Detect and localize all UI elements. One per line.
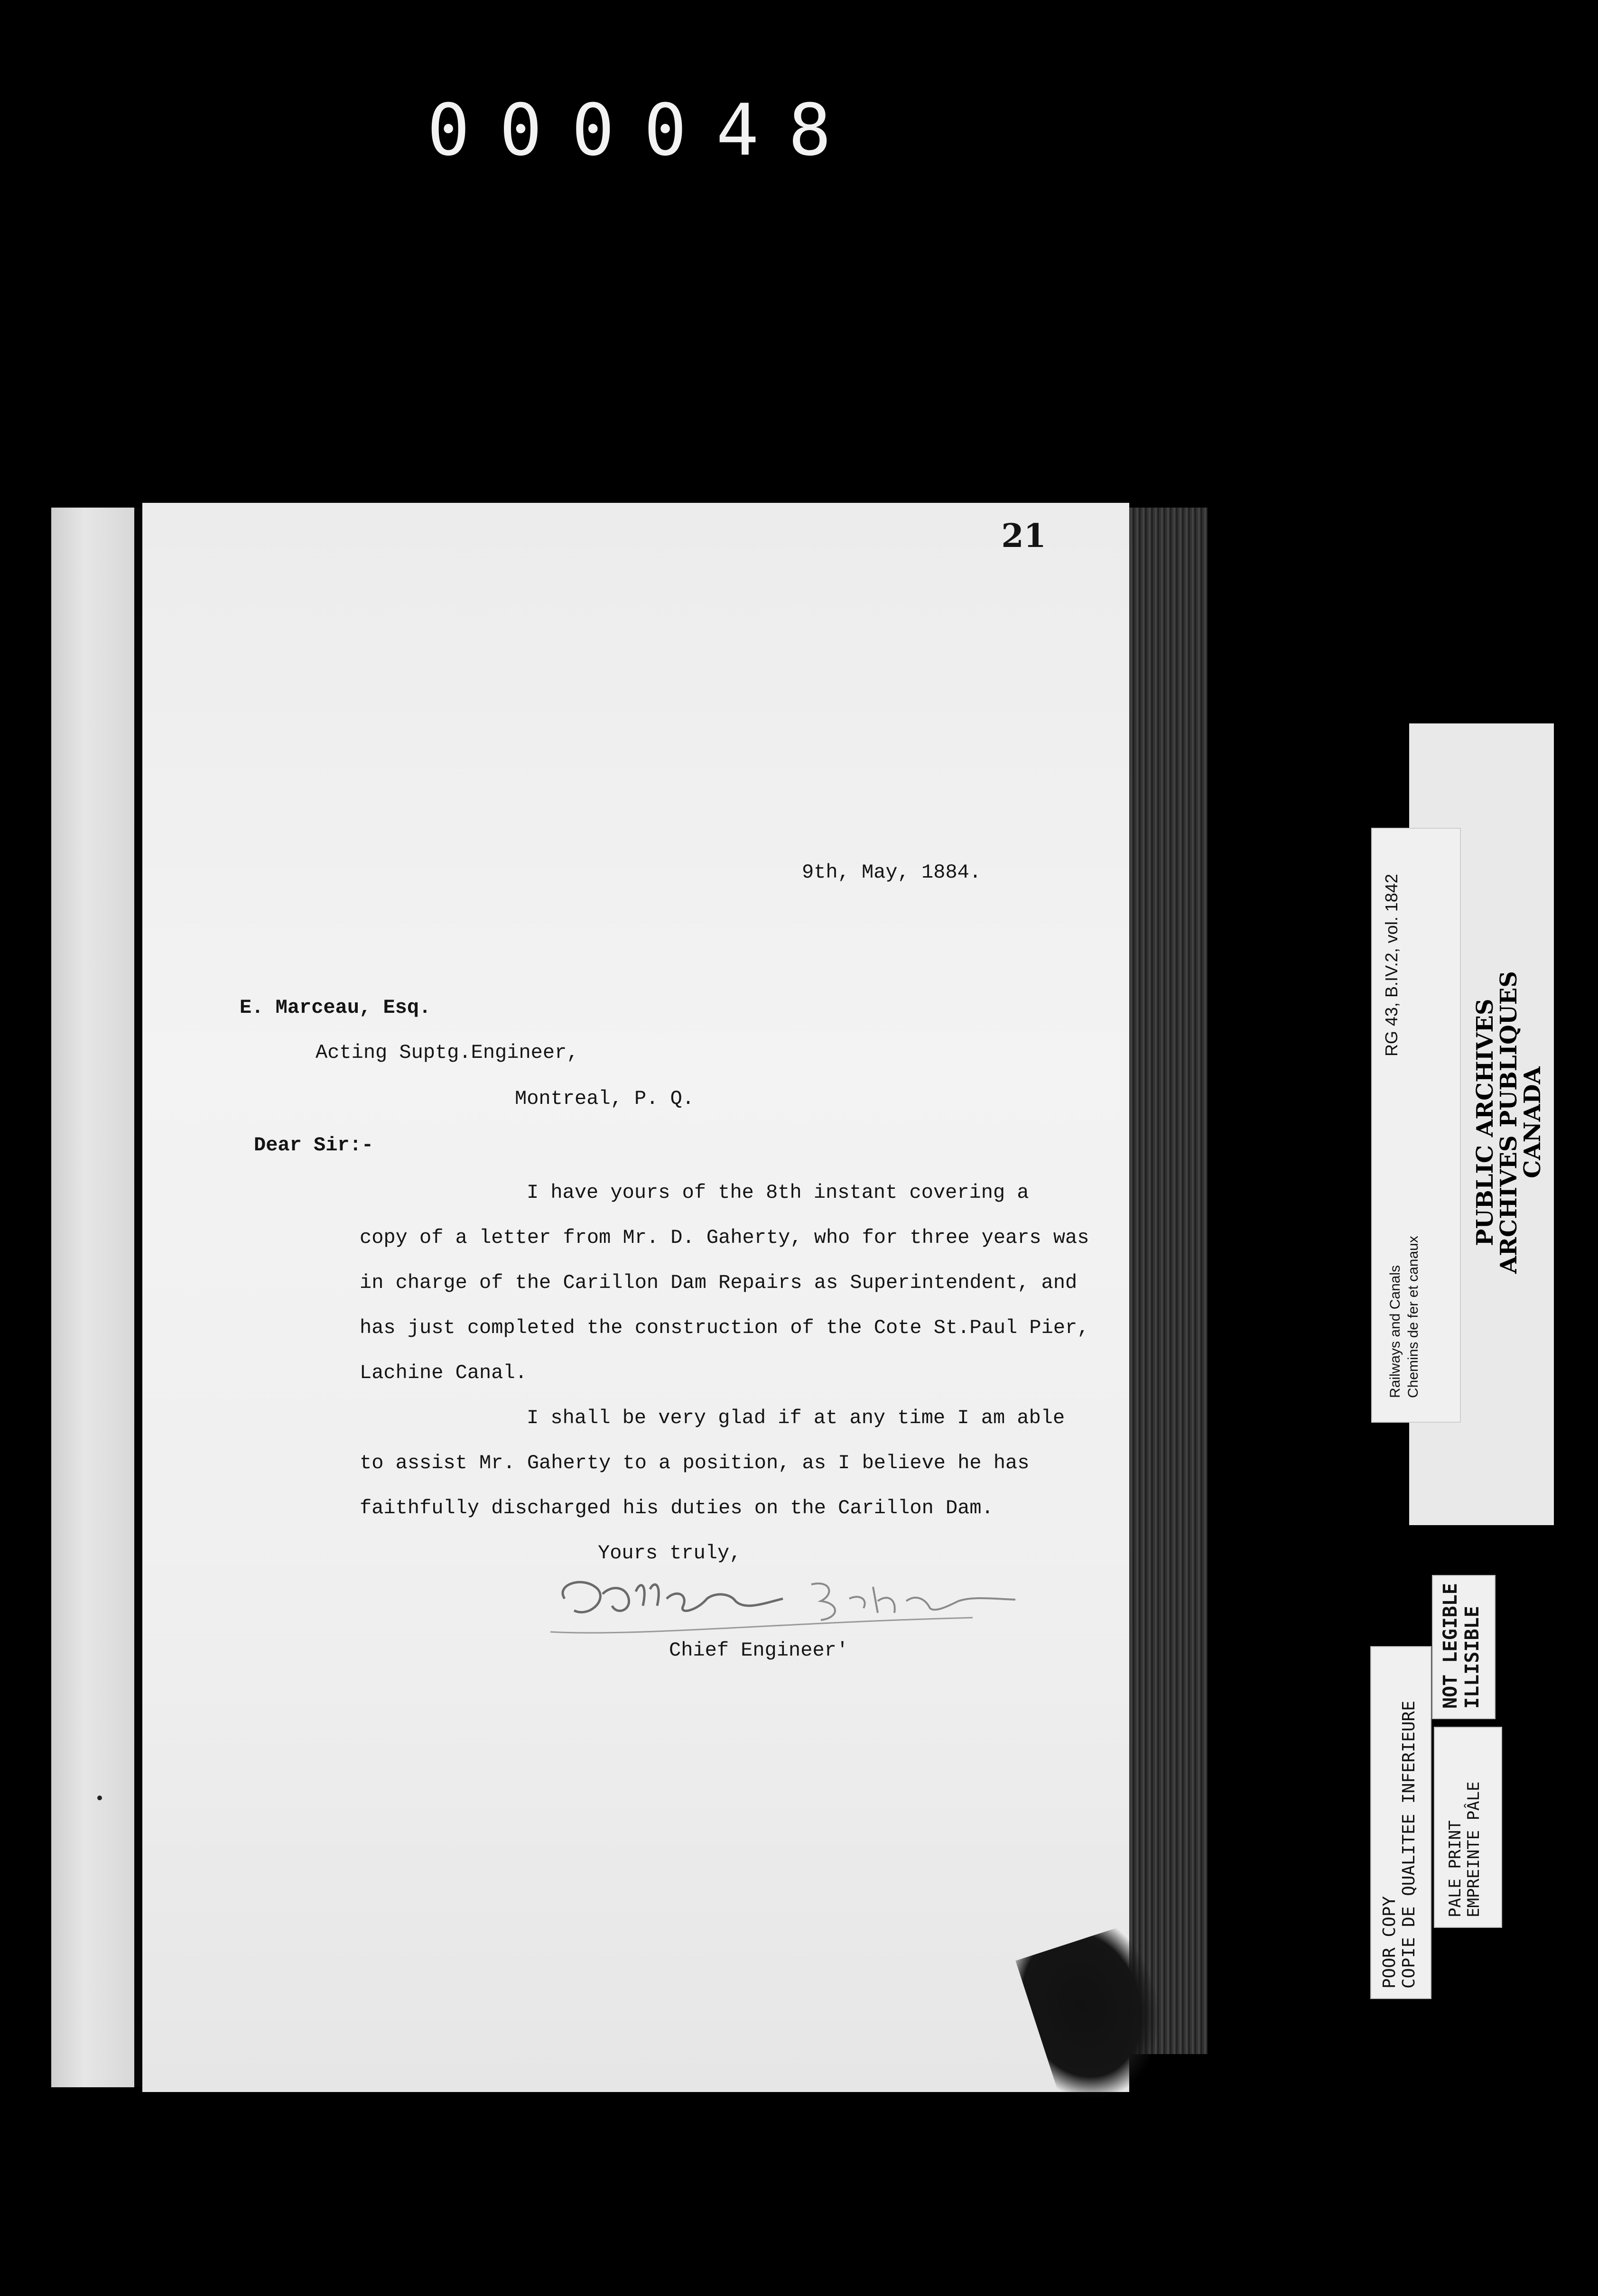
archive-institution: PUBLIC ARCHIVES ARCHIVES PUBLIQUES CANADA [1472,971,1546,1274]
poor-copy-stamp: POOR COPY COPIE DE QUALITEE INFERIEURE [1370,1646,1431,1999]
archive-series: Railways and Canals Chemins de fer et canaux [1387,1236,1421,1398]
body-line-3: in charge of the Carillon Dam Repairs as Superintendent, and [360,1271,1078,1294]
letter-date: 9th, May, 1884. [802,861,982,884]
letter-page [142,503,1129,2092]
not-legible-stamp: NOT LEGIBLE ILLISIBLE [1432,1575,1496,1719]
binding-gap [134,508,142,2087]
page-stack-edge [1129,508,1208,2054]
pale-print-stamp: PALE PRINT EMPREINTE PÂLE [1434,1727,1502,1928]
body-line-5: Lachine Canal. [360,1361,527,1384]
body-line-2: copy of a letter from Mr. D. Gaherty, who for three years was [360,1226,1089,1249]
recipient-place: Montreal, P. Q. [515,1087,695,1110]
archive-reference-card [1371,828,1461,1423]
recipient-title: Acting Suptg.Engineer, [316,1041,579,1064]
recipient-name: E. Marceau, Esq. [240,996,431,1019]
salutation: Dear Sir:- [254,1134,374,1157]
margin-dot [97,1796,102,1800]
body-line-1: I have yours of the 8th instant covering a [527,1181,1029,1204]
body-line-4: has just completed the construction of the Cote St.Paul Pier, [360,1316,1089,1339]
previous-page-edge [51,508,134,2087]
page-number: 21 [1001,517,1046,555]
closing: Yours truly, [598,1542,742,1565]
body-line-8: faithfully discharged his duties on the Carillon Dam. [360,1497,994,1519]
body-line-6: I shall be very glad if at any time I am able [527,1407,1065,1429]
body-line-7: to assist Mr. Gaherty to a position, as I believe he has [360,1452,1030,1474]
frame-number: 000048 [427,89,861,172]
archive-reference: RG 43, B.IV.2, vol. 1842 [1382,874,1401,1056]
handwritten-signature [546,1565,1020,1646]
signer-title: Chief Engineer' [669,1639,849,1662]
